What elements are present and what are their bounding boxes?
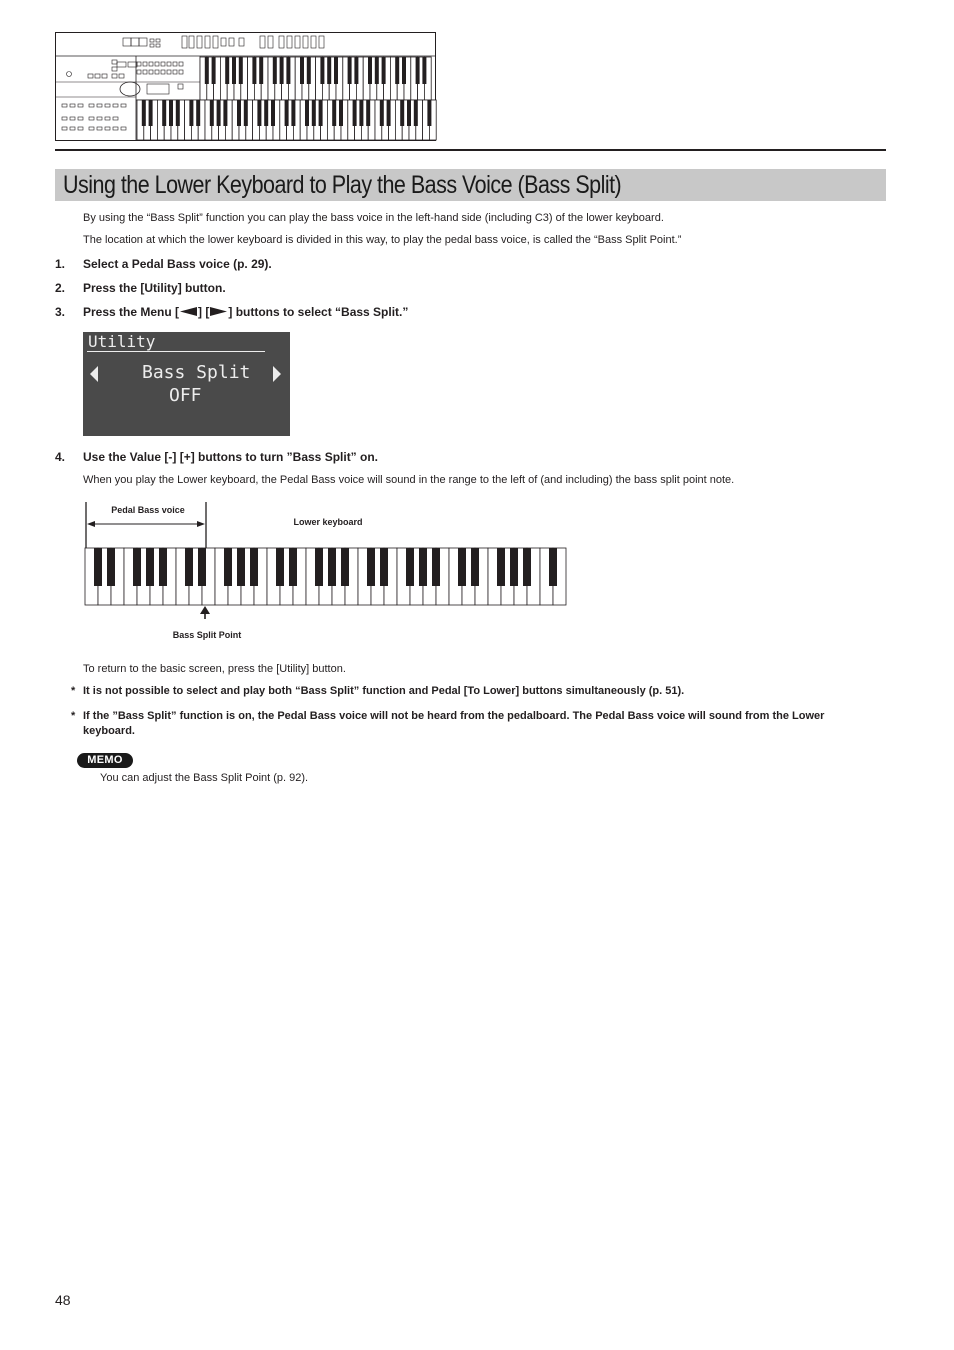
lcd-display	[83, 332, 290, 436]
split-point-arrow-icon	[200, 606, 210, 614]
upper-manual-black-key	[259, 57, 263, 84]
left-triangle-icon	[179, 306, 198, 317]
lower-manual-black-key	[162, 100, 166, 126]
diagram-black-key	[419, 548, 427, 586]
note-1-mark: *	[71, 685, 76, 697]
step-3-text-before: Press the Menu [	[83, 305, 180, 319]
upper-manual-black-key	[232, 57, 236, 84]
diagram-black-key	[406, 548, 414, 586]
lower-manual-black-key	[237, 100, 241, 126]
lower-manual-black-key	[169, 100, 173, 126]
upper-manual-black-key	[327, 57, 331, 84]
step-1-number: 1.	[55, 257, 66, 271]
diagram-black-key	[367, 548, 375, 586]
lower-manual-black-key	[400, 100, 404, 126]
diagram-black-key	[133, 548, 141, 586]
upper-manual-black-key	[395, 57, 399, 84]
bass-split-point-label: Bass Split Point	[172, 630, 242, 640]
lower-keyboard-keys	[85, 548, 566, 605]
step-4-text: Use the Value [-] [+] buttons to turn ”Bass Split” on.	[83, 450, 379, 464]
diagram-black-key	[510, 548, 518, 586]
lower-manual-black-key	[339, 100, 343, 126]
diagram-black-key	[458, 548, 466, 586]
upper-manual-black-key	[252, 57, 256, 84]
diagram-black-key	[198, 548, 206, 586]
upper-manual-black-key	[212, 57, 216, 84]
upper-manual-black-key	[320, 57, 324, 84]
diagram-black-key	[159, 548, 167, 586]
upper-manual-black-key	[422, 57, 426, 84]
lower-manual-black-key	[217, 100, 221, 126]
memo-text: You can adjust the Bass Split Point (p. 92).	[100, 772, 309, 784]
diagram-black-key	[432, 548, 440, 586]
upper-manual-black-key	[382, 57, 386, 84]
upper-manual-black-key	[368, 57, 372, 84]
step-3-number: 3.	[55, 305, 66, 319]
pedal-range-arrow-left-icon	[87, 521, 95, 527]
upper-manual-black-key	[375, 57, 379, 84]
note-2-text-line1: If the ”Bass Split” function is on, the Pedal Bass voice will not be heard from the pedalboard. The Pedal Bass voice will sound from the Lower	[83, 710, 825, 722]
lower-manual-black-key	[366, 100, 370, 126]
lower-keyboard-label: Lower keyboard	[293, 517, 363, 527]
lower-manual-black-key	[319, 100, 323, 126]
page-number: 48	[55, 1292, 71, 1308]
lcd-parameter: Bass Split	[142, 362, 251, 383]
return-instruction: To return to the basic screen, press the [Utility] button.	[83, 663, 346, 675]
upper-manual-black-key	[286, 57, 290, 84]
lower-manual-black-key	[285, 100, 289, 126]
diagram-black-key	[289, 548, 297, 586]
upper-manual-black-key	[307, 57, 311, 84]
lower-manual-black-key	[312, 100, 316, 126]
lower-manual-black-key	[427, 100, 431, 126]
lcd-header: Utility	[88, 332, 156, 351]
lower-manual-black-key	[176, 100, 180, 126]
intro-paragraph-2: The location at which the lower keyboard is divided in this way, to play the pedal bass voice, is called the “Bass Split Point.”	[83, 234, 682, 246]
lower-manual-black-key	[244, 100, 248, 126]
step-3-text-after: ] buttons to select “Bass Split.”	[228, 305, 409, 319]
diagram-black-key	[341, 548, 349, 586]
lower-manual-black-key	[407, 100, 411, 126]
lower-manual-black-key	[210, 100, 214, 126]
step-1-text: Select a Pedal Bass voice (p. 29).	[83, 257, 272, 271]
diagram-black-key	[146, 548, 154, 586]
step-3-text-mid: ] [	[198, 305, 210, 319]
lcd-header-underline	[87, 351, 265, 352]
lower-manual-black-key	[387, 100, 391, 126]
lower-manual-black-key	[332, 100, 336, 126]
upper-manual-black-key	[273, 57, 277, 84]
lower-manual-black-key	[353, 100, 357, 126]
lower-manual-black-key	[223, 100, 227, 126]
bass-split-diagram	[80, 498, 570, 646]
upper-manual-black-key	[416, 57, 420, 84]
lower-manual-black-key	[196, 100, 200, 126]
diagram-black-key	[276, 548, 284, 586]
lower-manual-black-key	[264, 100, 268, 126]
lower-manual-black-key	[149, 100, 153, 126]
upper-manual-black-key	[205, 57, 209, 84]
intro-paragraph-1: By using the “Bass Split” function you can play the bass voice in the left-hand side (including C3) of the lower keyboard.	[83, 212, 664, 224]
step-2-number: 2.	[55, 281, 66, 295]
diagram-black-key	[497, 548, 505, 586]
upper-manual-black-key	[225, 57, 229, 84]
organ-console-illustration	[55, 32, 437, 142]
lower-manual-black-key	[380, 100, 384, 126]
diagram-black-key	[107, 548, 115, 586]
step-4-number: 4.	[55, 450, 66, 464]
diagram-black-key	[250, 548, 258, 586]
upper-manual-black-key	[334, 57, 338, 84]
section-title: Using the Lower Keyboard to Play the Bass Voice (Bass Split)	[63, 171, 622, 199]
pedal-range-arrow-right-icon	[197, 521, 205, 527]
note-2-text-line2: keyboard.	[83, 725, 135, 737]
lcd-left-arrow-icon	[88, 365, 100, 383]
lower-manual-black-key	[305, 100, 309, 126]
diagram-black-key	[315, 548, 323, 586]
diagram-black-key	[185, 548, 193, 586]
upper-manual-black-key	[348, 57, 352, 84]
right-triangle-icon	[209, 306, 228, 317]
lcd-right-arrow-icon	[271, 365, 283, 383]
lower-manual-black-key	[291, 100, 295, 126]
step-2-text: Press the [Utility] button.	[83, 281, 226, 295]
diagram-black-key	[237, 548, 245, 586]
header-rule	[55, 149, 886, 151]
lcd-value: OFF	[169, 385, 202, 406]
lower-manual-black-key	[257, 100, 261, 126]
lower-manual-black-key	[359, 100, 363, 126]
upper-manual-black-key	[239, 57, 243, 84]
lower-manual-black-key	[271, 100, 275, 126]
upper-manual-black-key	[354, 57, 358, 84]
step-4-detail: When you play the Lower keyboard, the Pedal Bass voice will sound in the range to the left of (and including) the bass split point note.	[83, 474, 735, 486]
diagram-black-key	[94, 548, 102, 586]
upper-manual-black-key	[300, 57, 304, 84]
diagram-black-key	[224, 548, 232, 586]
note-1-text: It is not possible to select and play both “Bass Split” function and Pedal [To Lower] buttons simultaneously (p. 51).	[83, 685, 685, 697]
diagram-black-key	[549, 548, 557, 586]
note-2-mark: *	[71, 710, 76, 722]
diagram-black-key	[471, 548, 479, 586]
memo-badge: MEMO	[77, 753, 133, 768]
lower-manual-black-key	[142, 100, 146, 126]
upper-manual-black-key	[280, 57, 284, 84]
pedal-bass-voice-label: Pedal Bass voice	[111, 505, 185, 515]
lower-manual-black-key	[189, 100, 193, 126]
step-3-text	[83, 305, 408, 319]
upper-manual-black-key	[402, 57, 406, 84]
diagram-black-key	[328, 548, 336, 586]
diagram-black-key	[523, 548, 531, 586]
section-title-bar	[55, 169, 886, 201]
diagram-black-key	[380, 548, 388, 586]
lower-manual-black-key	[414, 100, 418, 126]
